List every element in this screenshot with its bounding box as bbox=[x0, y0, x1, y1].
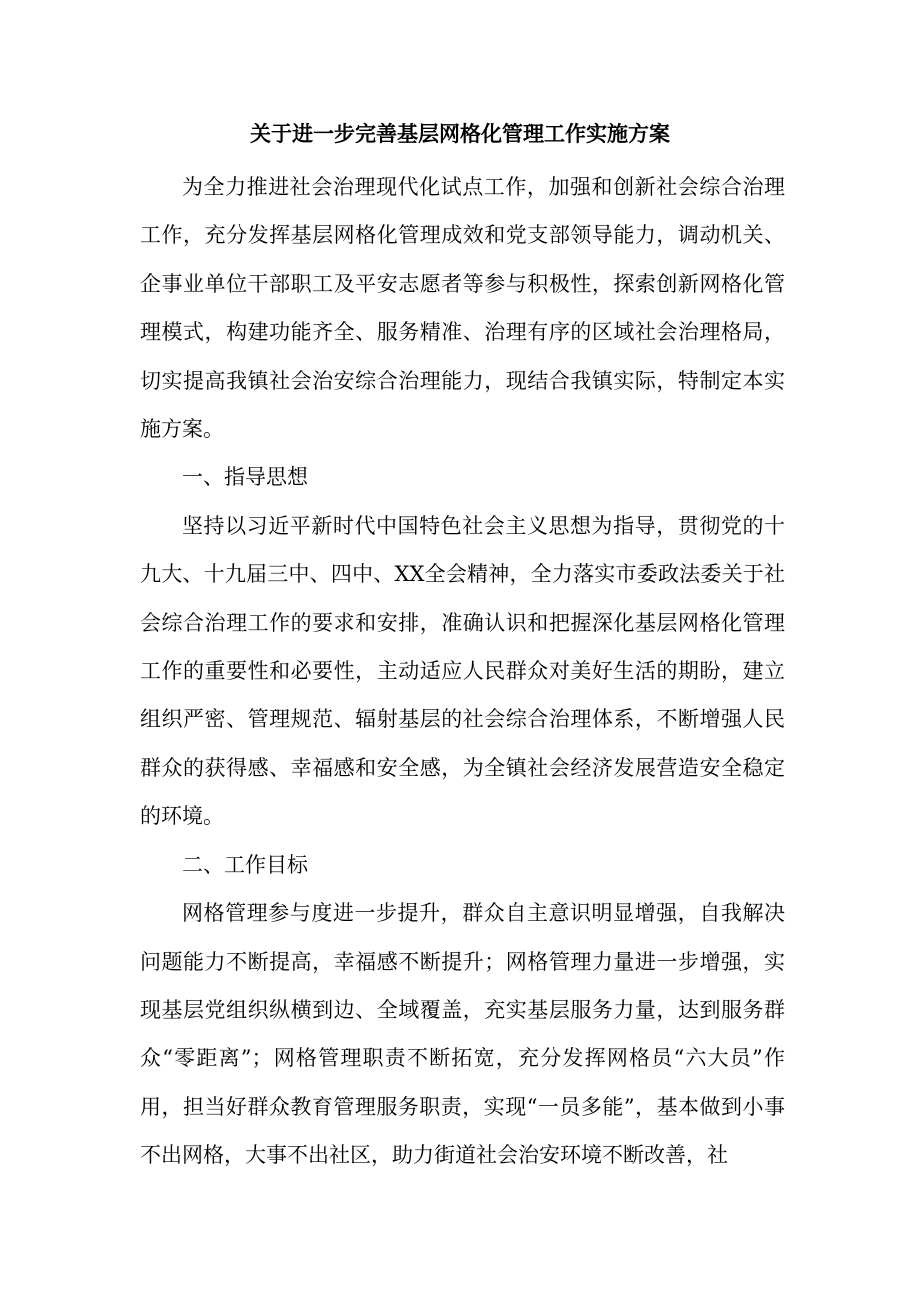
section-heading-work-objectives: 二、工作目标 bbox=[182, 852, 308, 877]
section-body-guiding-ideology: 坚持以习近平新时代中国特色社会主义思想为指导，贯彻党的十九大、十九届三中、四中、XX全会精神，全力落实市委政法委关于社会综合治理工作的要求和安排，准确认识和把握深化基层网格化管理工作的重要性和必要性，主动适应人民群众对美好生活的期盼，建立组织严密、管理规范、辐射基层的社会综合治理体系，不断增强人民群众的获得感、幸福感和安全感，为全镇社会经济发展营造安全稳定的环境。 bbox=[140, 513, 785, 829]
section-heading-guiding-ideology: 一、指导思想 bbox=[182, 465, 308, 490]
section-body-work-objectives: 网格管理参与度进一步提升，群众自主意识明显增强，自我解决问题能力不断提高，幸福感不断提升；网格管理力量进一步增强，实现基层党组织纵横到边、全域覆盖，充实基层服务力量，达到服务群众“零距离”；网格管理职责不断拓宽，充分发挥网格员“六大员”作用，担当好群众教育管理服务职责，实现“一员多能”，基本做到小事不出网格，大事不出社区，助力街道社会治安环境不断改善，社 bbox=[140, 901, 785, 1168]
intro-paragraph: 为全力推进社会治理现代化试点工作，加强和创新社会综合治理工作，充分发挥基层网格化管理成效和党支部领导能力，调动机关、企事业单位干部职工及平安志愿者等参与积极性，探索创新网格化管理模式，构建功能齐全、服务精准、治理有序的区域社会治理格局，切实提高我镇社会治安综合治理能力，现结合我镇实际，特制定本实施方案。 bbox=[140, 175, 785, 442]
document-title: 关于进一步完善基层网格化管理工作实施方案 bbox=[250, 122, 670, 146]
document-body bbox=[140, 163, 785, 1180]
